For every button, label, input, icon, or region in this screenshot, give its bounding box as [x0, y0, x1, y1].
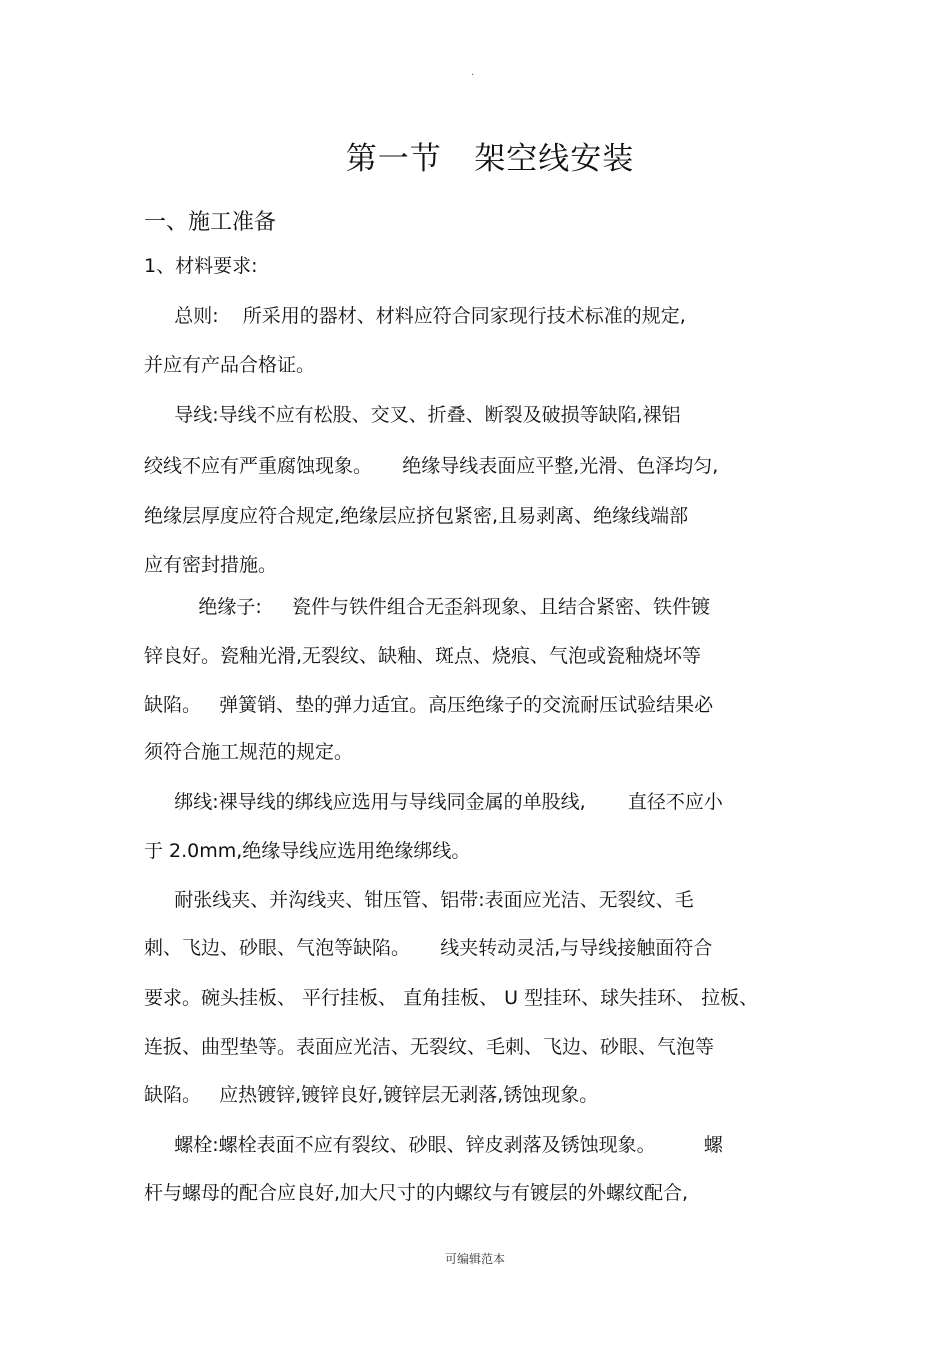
paragraph-line: 刺、飞边、砂眼、气泡等缺陷。 线夹转动灵活,与导线接触面符合 — [144, 937, 713, 959]
paragraph-line: 绞线不应有严重腐蚀现象。 绝缘导线表面应平整,光滑、色泽均匀, — [144, 455, 719, 477]
paragraph-line: 导线:导线不应有松股、交叉、折叠、断裂及破损等缺陷,裸铝 — [144, 404, 681, 426]
footer-text: 可编辑范本 — [444, 1252, 505, 1266]
paragraph-line: 连扳、曲型垫等。表面应光洁、无裂纹、毛刺、飞边、砂眼、气泡等 — [144, 1036, 715, 1058]
paragraph-line: 并应有产品合格证。 — [144, 354, 316, 376]
section-heading: 一、施工准备 — [144, 210, 277, 235]
paragraph-line: 绝缘层厚度应符合规定,绝缘层应挤包紧密,且易剥离、绝缘线端部 — [144, 505, 689, 527]
paragraph-line: 应有密封措施。 — [144, 554, 278, 576]
paragraph-line: 总则: 所采用的器材、材料应符合同家现行技术标准的规定, — [144, 305, 686, 327]
paragraph-line: 螺栓:螺栓表面不应有裂纹、砂眼、锌皮剥落及锈蚀现象。 螺 — [144, 1134, 723, 1156]
page-title: 第一节 架空线安装 — [345, 141, 635, 177]
paragraph-line: 杆与螺母的配合应良好,加大尺寸的内螺纹与有镀层的外螺纹配合, — [144, 1182, 689, 1204]
paragraph-line: 缺陷。 弹簧销、垫的弹力适宜。高压绝缘子的交流耐压试验结果必 — [144, 694, 714, 716]
paragraph-line: 要求。碗头挂板、 平行挂板、 直角挂板、 U 型挂环、球失挂环、 拉板、 — [144, 987, 759, 1009]
paragraph-line: 于 2.0mm,绝缘导线应选用绝缘绑线。 — [144, 840, 471, 862]
subsection-heading: 1、材料要求: — [144, 255, 258, 277]
paragraph-line: 缺陷。 应热镀锌,镀锌良好,镀锌层无剥落,锈蚀现象。 — [144, 1084, 599, 1106]
paragraph-line: 须符合施工规范的规定。 — [144, 741, 354, 763]
paragraph-line: 绝缘子: 瓷件与铁件组合无歪斜现象、且结合紧密、铁件镀 — [144, 596, 710, 618]
paragraph-line: 绑线:裸导线的绑线应选用与导线同金属的单股线, 直径不应小 — [144, 791, 723, 813]
paragraph-line: 耐张线夹、并沟线夹、钳压管、铝带:表面应光洁、无裂纹、毛 — [144, 889, 694, 911]
header-mark: · — [471, 70, 475, 81]
paragraph-line: 锌良好。瓷釉光滑,无裂纹、缺釉、斑点、烧痕、气泡或瓷釉烧坏等 — [144, 645, 702, 667]
